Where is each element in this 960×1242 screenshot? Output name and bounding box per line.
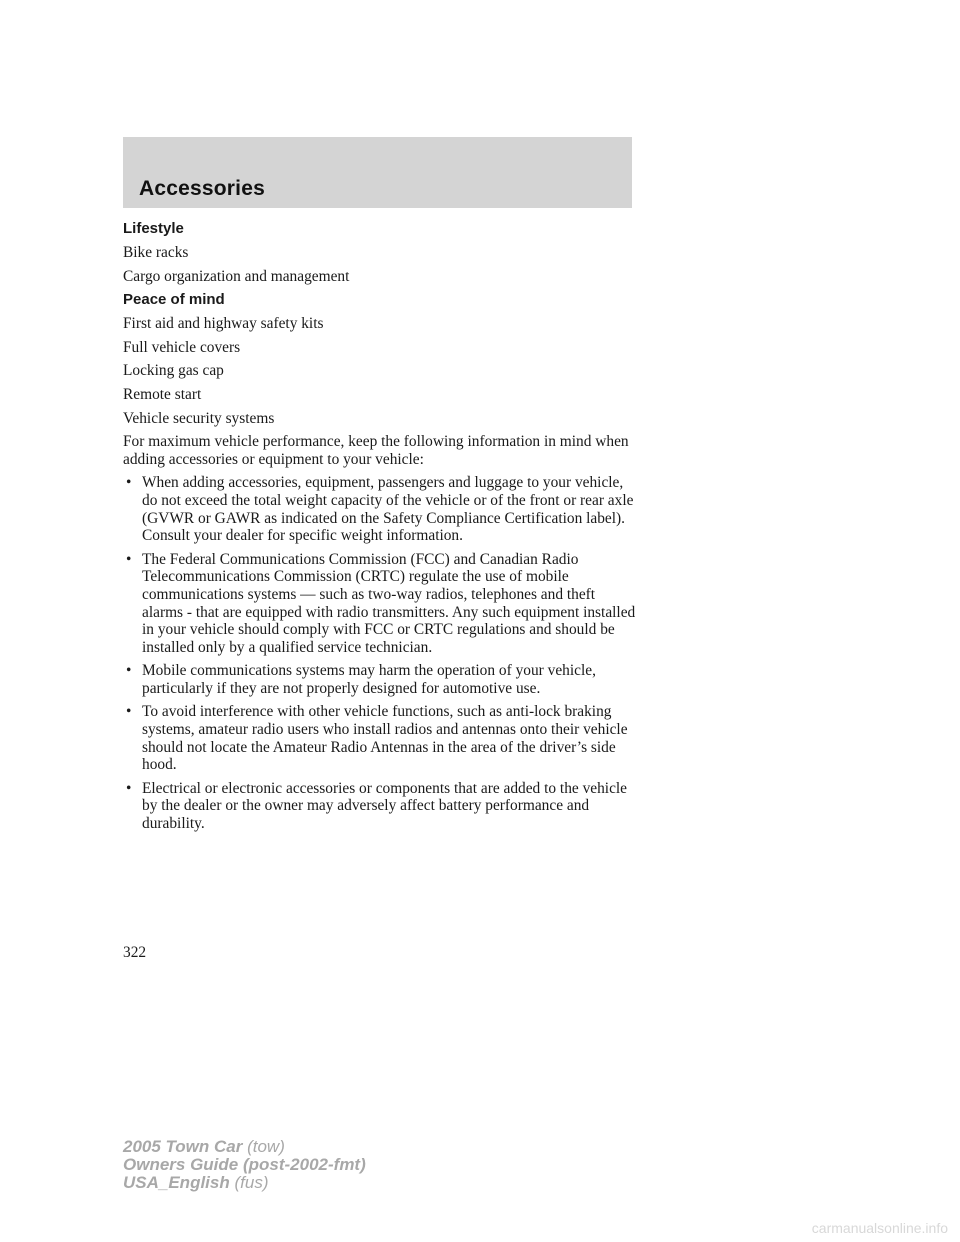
bullet-text: When adding accessories, equipment, passengers and luggage to your vehicle, do not exceed the total weight capacity of the vehicle or of the front or rear axle (GVWR or GAWR as indicated on the Safety Compliance Certification label). Consult your dealer for specific weight information. [142, 474, 634, 545]
intro-paragraph: For maximum vehicle performance, keep the following information in mind when adding accessories or equipment to your vehicle: [123, 433, 629, 468]
page-number: 322 [123, 944, 147, 961]
footer-line-language [123, 1174, 366, 1192]
footer-language-code: (fus) [234, 1173, 269, 1192]
heading-lifestyle: Lifestyle [123, 220, 184, 237]
bullet-text: To avoid interference with other vehicle functions, such as anti-lock braking systems, amateur radio users who install radios and antennas onto their vehicle should not locate the Amateur Radio Antennas in the area of the driver’s side hood. [142, 703, 628, 774]
heading-peace-of-mind: Peace of mind [123, 291, 225, 309]
bullet-text: The Federal Communications Commission (FCC) and Canadian Radio Telecommunications Commission (CRTC) regulate the use of mobile communications systems — such as two-way radios, telephones and theft alarms - that are equipped with radio transmitters. Any such equipment installed in your vehicle should comply with FCC or CRTC regulations and should be installed only by a qualified service technician. [142, 550, 636, 656]
bullet-text: Electrical or electronic accessories or components that are added to the vehicle by the dealer or the owner may adversely affect battery performance and durability. [142, 779, 628, 833]
bullet-item [123, 780, 638, 833]
bullet-item [123, 703, 638, 773]
footer-line-guide [123, 1156, 366, 1174]
list-item: Cargo organization and management [123, 267, 350, 285]
page-content [123, 220, 638, 839]
bullet-item [123, 662, 638, 697]
list-item: Locking gas cap [123, 362, 224, 380]
site-watermark: carmanualsonline.info [811, 1220, 948, 1236]
section-header-band [123, 137, 632, 208]
list-item: First aid and highway safety kits [123, 315, 324, 333]
list-item: Remote start [123, 385, 202, 403]
bullet-icon: • [126, 474, 132, 492]
bullet-icon: • [126, 662, 132, 680]
footer-document-info [123, 1138, 366, 1192]
footer-line-model [123, 1138, 366, 1156]
footer-guide: Owners Guide (post-2002-fmt) [123, 1155, 366, 1174]
bullet-icon: • [126, 550, 132, 568]
section-title: Accessories [139, 177, 265, 200]
bullet-text: Mobile communications systems may harm the operation of your vehicle, particularly if they are not properly designed for automotive use. [142, 662, 596, 697]
list-item: Bike racks [123, 244, 189, 261]
list-item: Vehicle security systems [123, 409, 275, 427]
footer-model: 2005 Town Car [123, 1137, 243, 1156]
bullet-item [123, 474, 638, 544]
footer-language: USA_English [123, 1173, 230, 1192]
list-item: Full vehicle covers [123, 338, 241, 356]
bullet-icon: • [126, 703, 132, 721]
bullet-item [123, 551, 638, 657]
bullet-icon: • [126, 779, 132, 797]
footer-model-code: (tow) [247, 1137, 285, 1156]
